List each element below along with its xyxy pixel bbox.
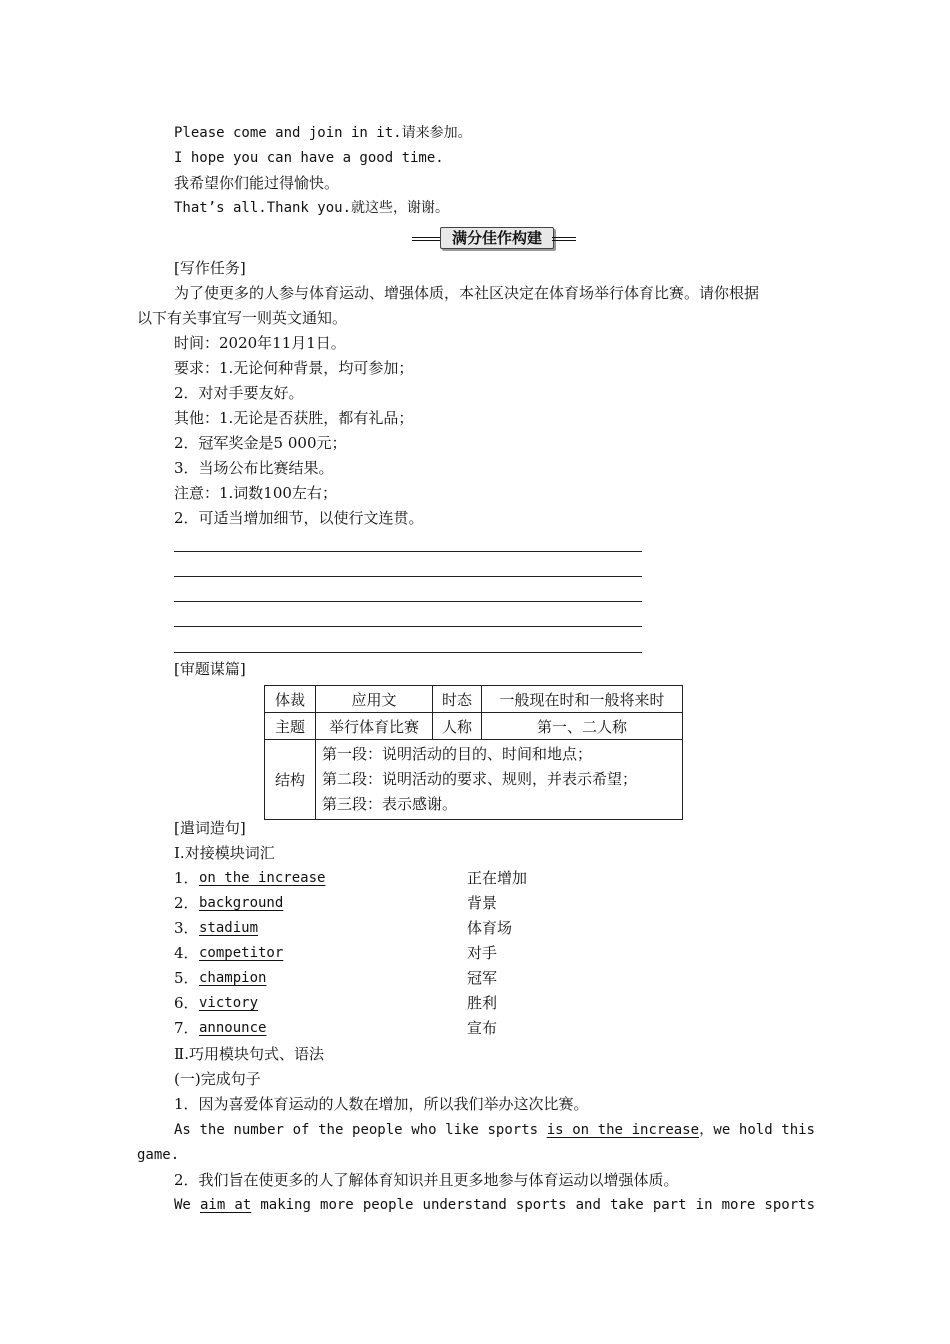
sentence-text: ，we hold this (699, 1122, 815, 1138)
vocab-number: 5． (174, 969, 199, 987)
structure-line: 第二段：说明活动的要求、规则，并表示希望； (322, 770, 638, 788)
task-item: 注意：1.词数100左右； (174, 484, 337, 502)
section-title: Ⅰ.对接模块词汇 (174, 844, 275, 862)
vocab-english: announce (199, 1020, 267, 1036)
intro-line: Please come and join in it.请来参加。 (174, 125, 472, 141)
table-row (265, 686, 683, 713)
vocab-chinese: 背景 (467, 894, 498, 912)
analysis-heading: [审题谋篇] (174, 660, 246, 678)
intro-line: I hope you can have a good time. (174, 150, 444, 166)
task-item: 要求：1.无论何种背景，均可参加； (174, 359, 414, 377)
wording-heading: [遣词造句] (174, 819, 246, 837)
sentence-cn: 2．我们旨在使更多的人了解体育知识并且更多地参与体育运动以增强体质。 (174, 1171, 679, 1189)
answer-blank-line (174, 626, 642, 627)
vocab-english: competitor (199, 945, 284, 961)
task-item: 其他：1.无论是否获胜，都有礼品； (174, 409, 414, 427)
table-row (265, 740, 683, 820)
answer-blank-line (174, 576, 642, 577)
answer-fill: aim at (199, 1197, 252, 1213)
structure-cell (316, 740, 683, 820)
vocab-number: 4． (174, 944, 199, 962)
sentence-en-cont: game. (137, 1147, 180, 1163)
sentence-text: We (174, 1197, 200, 1213)
task-heading: [写作任务] (174, 259, 246, 277)
vocab-chinese: 胜利 (467, 994, 498, 1012)
answer-blank-line (174, 652, 642, 653)
vocab-chinese: 正在增加 (467, 869, 528, 887)
task-paragraph-cont: 以下有关事宜写一则英文通知。 (137, 309, 348, 327)
banner-rule-left (412, 237, 442, 241)
vocab-english: stadium (199, 920, 259, 936)
banner-title: 满分佳作构建 (440, 227, 554, 249)
sentence-en (174, 1120, 815, 1140)
task-item: 时间：2020年11月1日。 (174, 334, 346, 352)
sentence-text: As the number of the people who like sports (174, 1122, 547, 1138)
task-item: 2．冠军奖金是5 000元； (174, 434, 347, 452)
vocab-number: 2． (174, 894, 199, 912)
vocab-number: 3． (174, 919, 199, 937)
sentence-en (174, 1195, 815, 1215)
vocab-chinese: 体育场 (467, 919, 513, 937)
intro-line: That’s all.Thank you.就这些，谢谢。 (174, 200, 450, 216)
section-title: Ⅱ.巧用模块句式、语法 (174, 1045, 324, 1063)
structure-line: 第一段：说明活动的目的、时间和地点； (322, 745, 593, 763)
vocab-chinese: 对手 (467, 944, 498, 962)
answer-fill: is on the increase (546, 1122, 700, 1138)
table-cell: 一般现在时和一般将来时 (482, 686, 683, 713)
table-cell: 主题 (265, 713, 316, 740)
sentence-text: making more people understand sports and take part in more sports (251, 1197, 815, 1213)
vocab-number: 7． (174, 1019, 199, 1037)
intro-line: 我希望你们能过得愉快。 (174, 174, 340, 192)
task-item: 2．可适当增加细节，以使行文连贯。 (174, 509, 424, 527)
vocab-english: background (199, 895, 284, 911)
task-paragraph: 为了使更多的人参与体育运动、增强体质，本社区决定在体育场举行体育比赛。请你根据 (174, 284, 760, 302)
vocab-english: victory (199, 995, 259, 1011)
analysis-table (264, 685, 683, 820)
table-cell: 时态 (433, 686, 482, 713)
vocab-english: champion (199, 970, 267, 986)
vocab-number: 6． (174, 994, 199, 1012)
table-cell: 体裁 (265, 686, 316, 713)
sentence-cn: 1．因为喜爱体育运动的人数在增加，所以我们举办这次比赛。 (174, 1095, 589, 1113)
vocab-english: on the increase (199, 870, 326, 886)
table-cell: 应用文 (316, 686, 433, 713)
task-item: 3．当场公布比赛结果。 (174, 459, 334, 477)
vocab-chinese: 冠军 (467, 969, 498, 987)
table-row (265, 713, 683, 740)
answer-blank-line (174, 601, 642, 602)
vocab-number: 1． (174, 869, 199, 887)
vocab-chinese: 宣布 (467, 1019, 498, 1037)
table-cell: 第一、二人称 (482, 713, 683, 740)
subsection-title: (一)完成句子 (174, 1070, 261, 1088)
table-cell: 举行体育比赛 (316, 713, 433, 740)
table-cell: 人称 (433, 713, 482, 740)
section-banner (412, 227, 576, 249)
structure-line: 第三段：表示感谢。 (322, 795, 458, 813)
task-item: 2．对对手要友好。 (174, 384, 304, 402)
banner-rule-right (552, 237, 576, 241)
table-cell: 结构 (265, 740, 316, 820)
answer-blank-line (174, 551, 642, 552)
